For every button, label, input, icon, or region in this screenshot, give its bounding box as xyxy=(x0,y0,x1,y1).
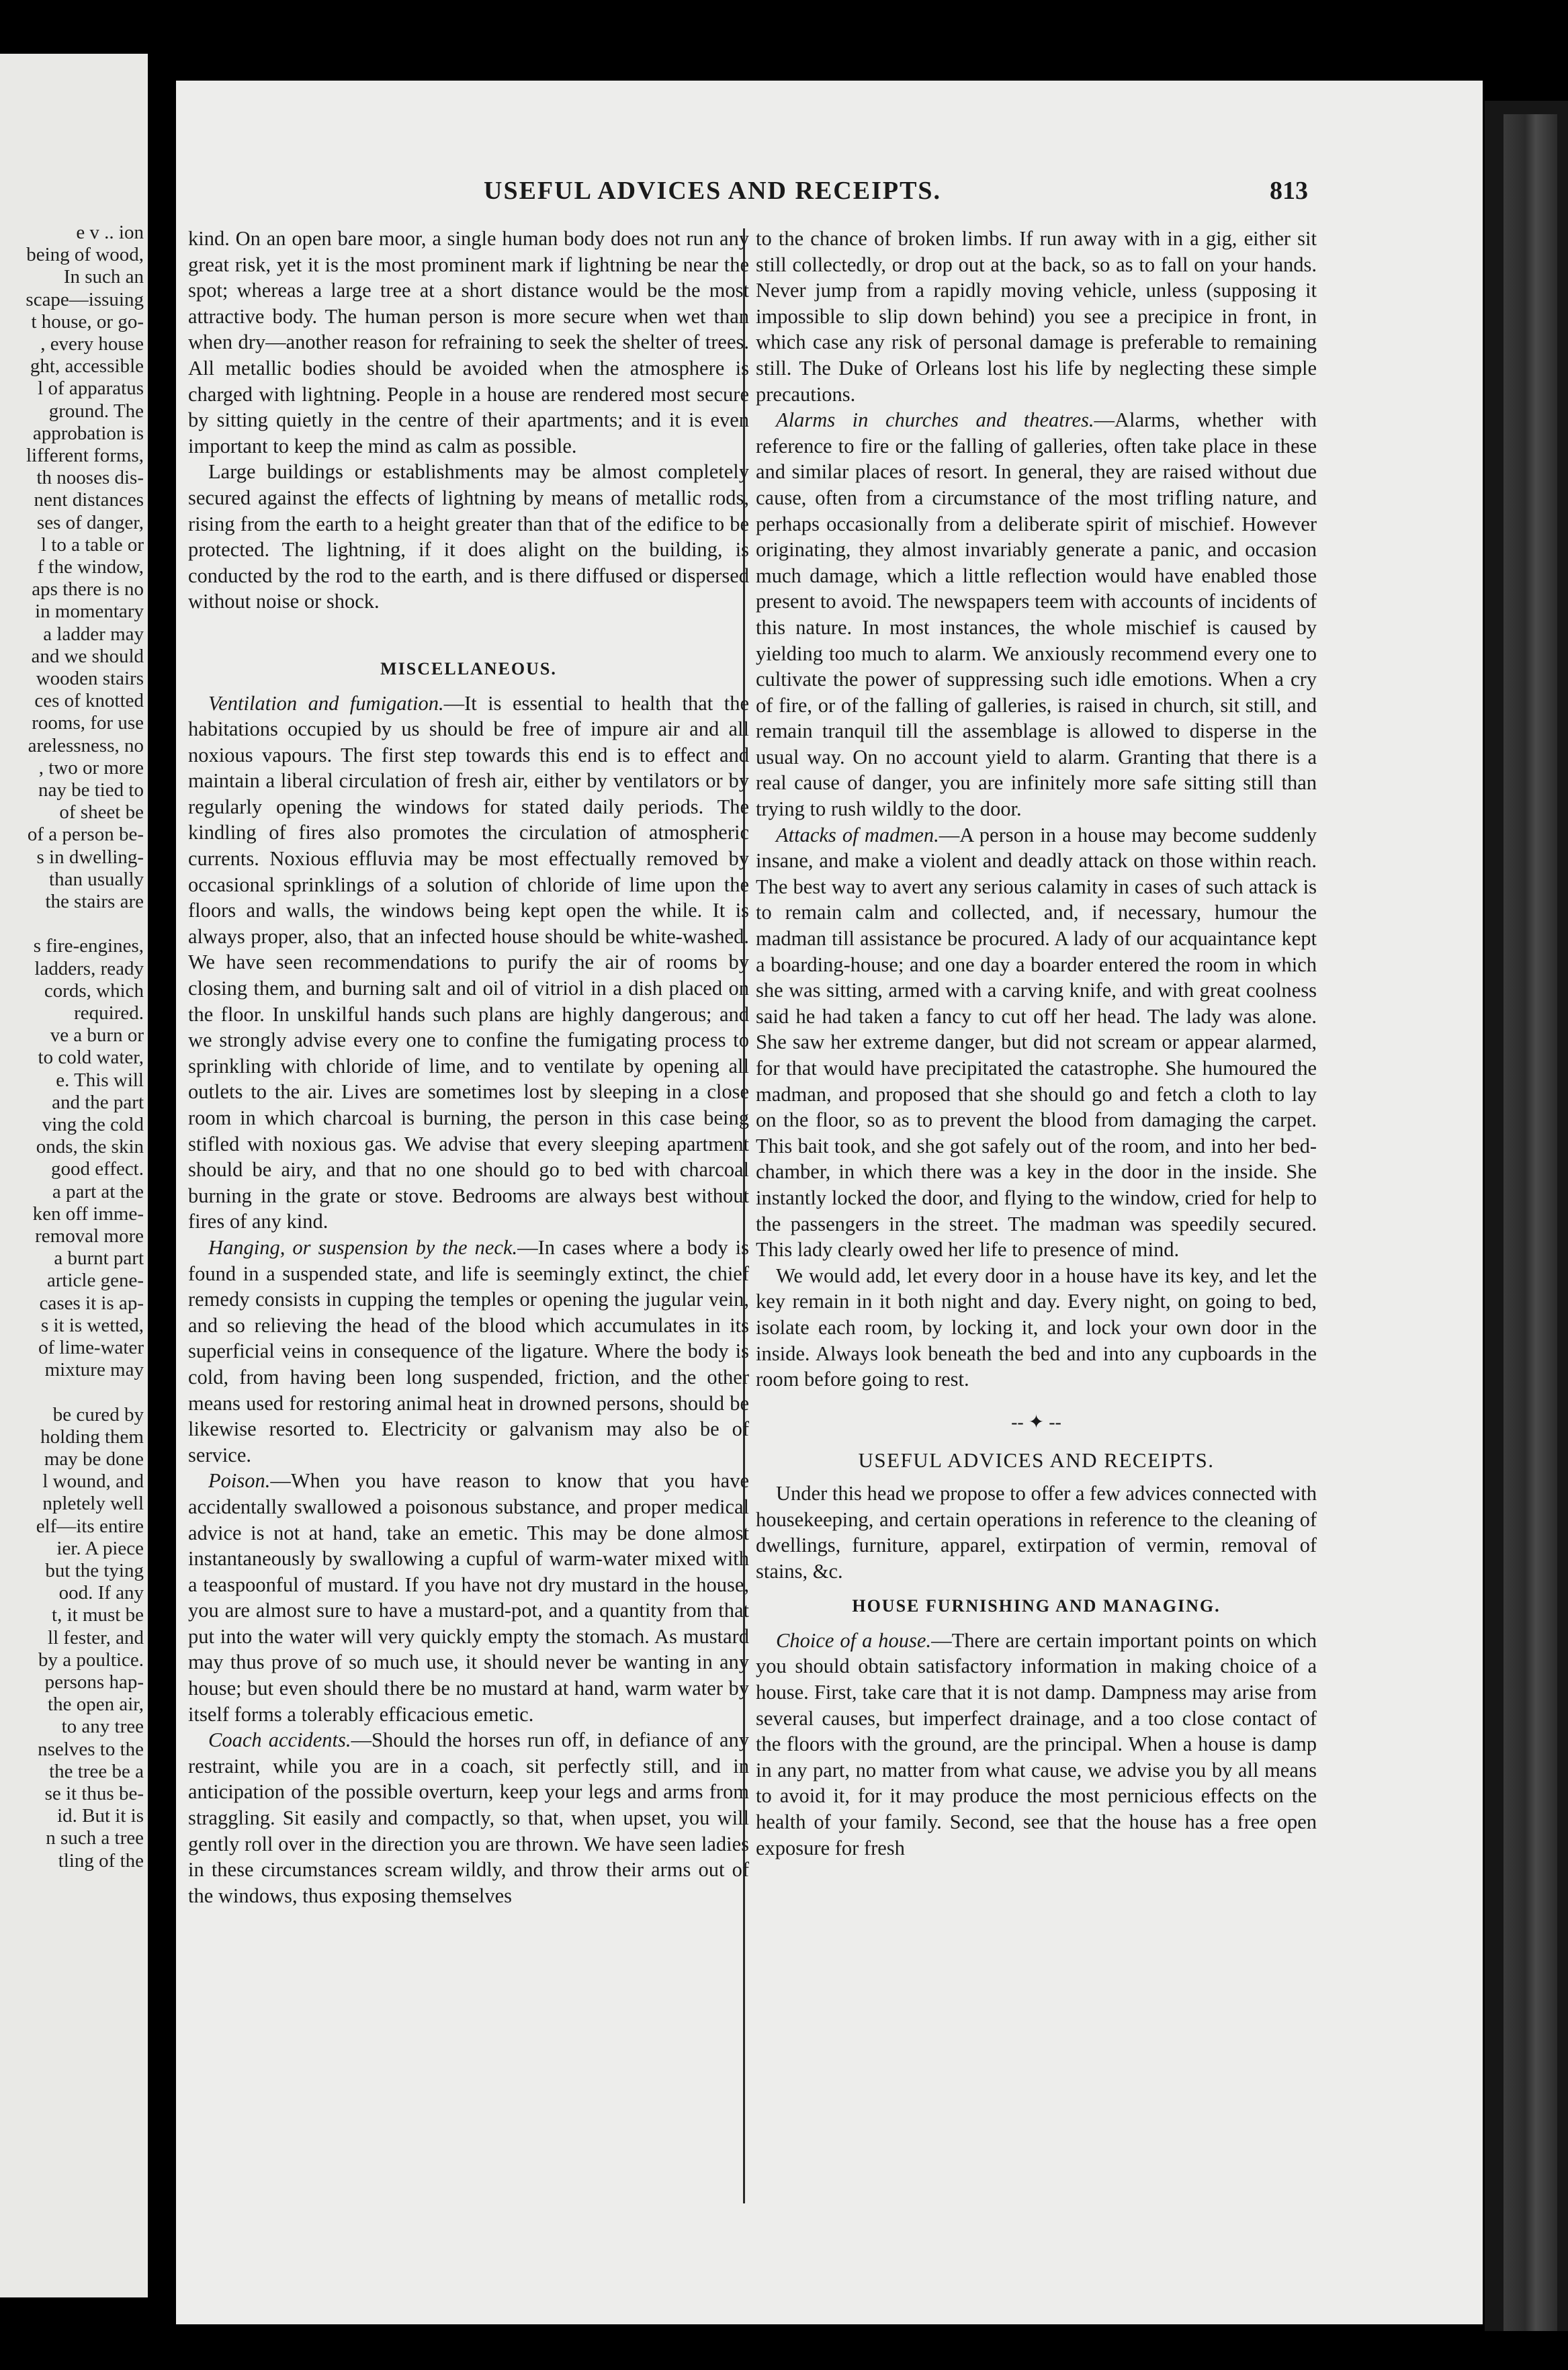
run-in-heading: Poison. xyxy=(208,1469,271,1493)
prev-page-line: s fire-engines, xyxy=(33,935,144,957)
prev-page-line: npletely well xyxy=(42,1493,144,1515)
prev-page-line: l wound, and xyxy=(42,1471,144,1493)
book-spine-edge xyxy=(1485,101,1568,2331)
prev-page-line: by a poultice. xyxy=(38,1649,144,1671)
paragraph-text: —There are certain important points on which you should obtain satisfactory information in making choice of a house. First, take care that it is not damp. Dampness may arise from several causes, but imperfect drainage, and a too close contact of the floors with the ground, are the principal. When a house is damp in any part, no matter from what cause, we advise you by all means to avoid it, for it may produce the most pernicious effects on the health of your family. Second, see that the house has a free open exposure for fresh xyxy=(756,1628,1317,1859)
prev-page-line: l to a table or xyxy=(40,533,144,556)
paragraph-text: to the chance of broken limbs. If run away with in a gig, either sit still collectedly, or drop out at the back, so as to fall on your hands. Never jump from a rapidly moving vehicle, unless (supposing it impossible to slip down behind) you see a precipice in front, in which case any risk of personal damage is preferable to remaining still. The Duke of Orleans lost his life by neglecting these simple precautions. xyxy=(756,227,1317,406)
prev-page-line: the stairs are xyxy=(45,891,144,912)
prev-page-line: t house, or go- xyxy=(31,310,144,333)
prev-page-line: , two or more xyxy=(38,756,144,779)
run-in-heading: Alarms in churches and theatres. xyxy=(776,408,1094,432)
paragraph xyxy=(188,1235,749,1468)
prev-page-line: and we should xyxy=(31,645,144,667)
prev-page-line: se it thus be- xyxy=(44,1783,144,1804)
prev-page-line: e. This will xyxy=(56,1069,144,1091)
prev-page-line: may be done xyxy=(44,1448,144,1470)
prev-page-line: to cold water, xyxy=(38,1047,144,1069)
page-number: 813 xyxy=(1270,177,1308,205)
running-head: USEFUL ADVICES AND RECEIPTS. xyxy=(484,177,942,205)
prev-page-line: , every house xyxy=(40,333,144,355)
paragraph-text: —Should the horses run off, in defiance of any restraint, while you are in a coach, sit perfectly still, and in anticipation of the possible overturn, keep your legs and arms from straggling. Sit easily and compactly, so that, when upset, you will gently roll over in the direction you are thrown. We have seen ladies in these circumstances scream wildly, and throw their arms out of the windows, thus exposing themselves xyxy=(188,1728,749,1907)
prev-page-line: ladders, ready xyxy=(34,957,144,979)
prev-page-line: s it is wetted, xyxy=(40,1314,144,1336)
prev-page-line: nselves to the xyxy=(38,1738,144,1760)
prev-page-line: good effect. xyxy=(51,1158,144,1180)
prev-page-line: ground. The xyxy=(48,400,144,422)
prev-page-line: In such an xyxy=(63,266,144,288)
paragraph-text: —It is essential to health that the habitations occupied by us should be free of impure air and all noxious vapours. The first step towards this end is to effect and maintain a liberal circulation of fresh air, either by ventilators or by regularly opening the windows for stated daily periods. The kindling of fires also promotes the circulation of atmospheric currents. Noxious effluvia may be most effectually removed by occasional sprinklings of a solution of chloride of lime upon the floors and walls, the windows being kept open the while. It is always proper, also, that an infected house should be white-washed. We have seen recommendations to purify the air of rooms by closing them, and burning salt and oil of vitriol in a dish placed on the floor. In unskilful hands such plans are highly dangerous; and we strongly advise every one to confine the fumigating process to sprinkling with chloride of lime, and to ventilate by opening all outlets to the air. Lives are sometimes lost by sleeping in a close room in which charcoal is burning, the person in this case being stifled with noxious gas. We advise that every sleeping apartment should be airy, and that no one should go to bed with charcoal burning in the grate or stove. Bedrooms are always best without fires of any kind. xyxy=(188,691,749,1233)
prev-page-line: cords, which xyxy=(44,979,144,1002)
paragraph xyxy=(756,1263,1317,1393)
prev-page-line: ght, accessible xyxy=(30,355,144,378)
paragraph-text: —Alarms, whether with reference to fire or the falling of galleries, often take place in these and similar places of resort. In general, they are raised without due cause, often from a circumstance of the most trifling nature, and perhaps occasionally from a deliberate spirit of mischief. However originating, they almost invariably generate a panic, and occasion much damage, which a little reflection would have enabled those present to avoid. The newspapers teem with accounts of incidents of this nature. In most instances, the whole mischief is caused by yielding too much to alarm. We anxiously recommend every one to cultivate the power of suppressing such idle emotions. When a cry of fire, or of the falling of galleries, is raised in church, sit still, and remain tranquil till the assemblage is allowed to disperse in the usual way. On no account yield to alarm. Granting that there is a real cause of danger, you are infinitely more safe sitting still than trying to rush wildly to the door. xyxy=(756,408,1317,821)
paragraph xyxy=(188,459,749,615)
prev-page-line: aps there is no xyxy=(32,578,144,601)
run-in-heading: Attacks of madmen. xyxy=(776,823,939,846)
prev-page-line: to any tree xyxy=(61,1716,144,1738)
prev-page-line: ier. A piece xyxy=(56,1537,144,1559)
prev-page-line: tling of the xyxy=(58,1849,144,1872)
prev-page-line: wooden stairs xyxy=(36,668,144,689)
prev-page-line: mixture may xyxy=(44,1359,144,1381)
prev-page-line: t, it must be xyxy=(52,1604,144,1626)
prev-page-line: s in dwelling- xyxy=(36,846,144,868)
prev-page-line: of a person be- xyxy=(27,824,144,846)
paragraph-text: —A person in a house may become suddenly insane, and make a violent and deadly attack on those within reach. The best way to avert any serious calamity in cases of such attack is to remain calm and collected, and, if necessary, humour the madman till assistance be procured. A lady of our acquaintance kept a boarding-house; and one day a boarder entered the room in which she was sitting, armed with a carving knife, and with great coolness said he had taken a fancy to cut off her head. The lady was alone. She saw her extreme danger, but did not scream or appear alarmed, for that would have precipitated the catastrophe. She humoured the madman, and proposed that she should go and fetch a cloth to lay on the floor, so as to prevent the blood from damaging the carpet. This bait took, and she got safely out of the room, and into her bed-chamber, in which there was a key in the door in the inside. She instantly locked the door, and flying to the window, cried for help to the passengers in the street. The madman was speedily secured. This lady clearly owed her life to presence of mind. xyxy=(756,823,1317,1262)
prev-page-line: and the part xyxy=(52,1091,144,1113)
paragraph-text: Under this head we propose to offer a few advices connected with housekeeping, and certain operations in reference to the cleaning of dwellings, furniture, apparel, extirpation of vermin, removal of stains, &c. xyxy=(756,1481,1317,1583)
prev-page-line: holding them xyxy=(40,1425,144,1448)
paragraph xyxy=(756,1628,1317,1861)
prev-page-line: lifferent forms, xyxy=(26,445,144,466)
prev-page-line: ve a burn or xyxy=(50,1024,144,1047)
section-heading: HOUSE FURNISHING AND MANAGING. xyxy=(852,1596,1221,1616)
prev-page-line: the open air, xyxy=(48,1694,144,1716)
paragraph xyxy=(756,226,1317,407)
right-column xyxy=(756,226,1317,1861)
prev-page-line: scape—issuing xyxy=(26,288,144,310)
prev-page-line: of lime-water xyxy=(38,1337,144,1358)
prev-page-line: but the tying xyxy=(45,1560,144,1581)
prev-page-line: rooms, for use xyxy=(32,712,144,734)
prev-page-line: be cured by xyxy=(52,1403,144,1425)
prev-page-line: elf—its entire xyxy=(36,1515,144,1537)
paragraph xyxy=(188,226,749,459)
prev-page-line: ken off imme- xyxy=(32,1202,144,1225)
section-heading: MISCELLANEOUS. xyxy=(380,658,557,678)
paragraph xyxy=(188,1468,749,1727)
prev-page-line: ces of knotted xyxy=(34,690,144,712)
previous-page-fragment xyxy=(0,54,148,2297)
paragraph xyxy=(756,1481,1317,1584)
prev-page-line: persons hap- xyxy=(44,1671,144,1693)
prev-page-line: ses of danger, xyxy=(36,511,144,533)
prev-page-line: id. But it is xyxy=(57,1805,144,1827)
prev-page-line: a part at the xyxy=(52,1180,144,1202)
prev-page-line: nent distances xyxy=(34,489,144,511)
prev-page-line: arelessness, no xyxy=(28,734,144,756)
run-in-heading: Choice of a house. xyxy=(776,1628,932,1652)
prev-page-line: article gene- xyxy=(46,1270,144,1292)
prev-page-line: onds, the skin xyxy=(36,1136,144,1158)
prev-page-line: ll fester, and xyxy=(48,1626,144,1649)
left-column xyxy=(188,226,749,1908)
prev-page-line: approbation is xyxy=(32,422,144,444)
chapter-heading: USEFUL ADVICES AND RECEIPTS. xyxy=(858,1448,1215,1473)
prev-page-line: being of wood, xyxy=(26,244,144,266)
prev-page-line: th nooses dis- xyxy=(36,467,144,489)
prev-page-line: of sheet be xyxy=(59,801,144,824)
paragraph-text: We would add, let every door in a house have its key, and let the key remain in it both night and day. Every night, on going to bed, isolate each room, by locking it, and lock your own door in the inside. Always look beneath the bed and into any cupboards in the room before going to rest. xyxy=(756,1264,1317,1391)
prev-page-line: ood. If any xyxy=(58,1582,144,1604)
prev-page-line: removal more xyxy=(35,1225,144,1247)
paragraph-text: Large buildings or establishments may be almost completely secured against the effects of lightning by means of metallic rods, rising from the earth to a height greater than that of the edifice to be protected. The lightning, if it does alight on the building, is conducted by the rod to the earth, and is there diffused or dispersed without noise or shock. xyxy=(188,460,749,613)
prev-page-line: ving the cold xyxy=(42,1114,144,1135)
prev-page-line: nay be tied to xyxy=(38,779,144,801)
paragraph xyxy=(188,691,749,1235)
prev-page-line: n such a tree xyxy=(46,1827,144,1849)
paragraph xyxy=(756,407,1317,822)
prev-page-line: e v .. ion xyxy=(76,222,144,243)
prev-page-line: cases it is ap- xyxy=(39,1292,144,1314)
paragraph-text: —In cases where a body is found in a suspended state, and life is seemingly extinct, the chief remedy consists in cupping the temples or opening the jugular vein, and so relieving the head of the blood which accumulates in its superficial veins in consequence of the ligature. Where the body is cold, from having been long suspended, friction, and the other means used for restoring animal heat in drowned persons, should be likewise resorted to. Electricity or galvanism may also be of service. xyxy=(188,1235,749,1466)
paragraph xyxy=(188,1727,749,1908)
run-in-heading: Hanging, or suspension by the neck. xyxy=(208,1235,518,1259)
paragraph-text: kind. On an open bare moor, a single human body does not run any great risk, yet it is the most prominent mark if lightning be near the spot; whereas a large tree at a short distance would be the most attractive body. The human person is more secure when wet than when dry—another reason for refraining to seek the shelter of trees. All metallic bodies should be avoided when the atmosphere is charged with lightning. People in a house are rendered most secure by sitting quietly in the centre of their apartments; and it is even important to keep the mind as calm as possible. xyxy=(188,227,749,457)
run-in-heading: Ventilation and fumigation. xyxy=(208,691,444,715)
run-in-heading: Coach accidents. xyxy=(208,1728,351,1752)
prev-page-line: than usually xyxy=(49,868,144,890)
prev-page-line: a burnt part xyxy=(54,1247,144,1270)
paragraph xyxy=(756,822,1317,1263)
paragraph-text: —When you have reason to know that you have accidentally swallowed a poisonous substance, and proper medical advice is not at hand, take an emetic. This may be done almost instantaneously by swallowing a cupful of warm-water mixed with a teaspoonful of mustard. If you have not dry mustard in the house, you are almost sure to have a mustard-pot, and a quantity from that put into the water will very quickly empty the stomach. As mustard may thus prove of so much use, it should never be wanting in any house; but even should there be no mustard at hand, warm water by itself forms a tolerably efficacious emetic. xyxy=(188,1469,749,1726)
prev-page-line: required. xyxy=(74,1002,144,1024)
prev-page-line: a ladder may xyxy=(43,623,144,645)
prev-page-line: in momentary xyxy=(35,601,144,623)
prev-page-line: l of apparatus xyxy=(38,378,144,400)
prev-page-line: f the window, xyxy=(37,556,144,578)
section-ornament: -- ✦ -- xyxy=(1011,1411,1061,1433)
prev-page-line: the tree be a xyxy=(49,1760,144,1782)
